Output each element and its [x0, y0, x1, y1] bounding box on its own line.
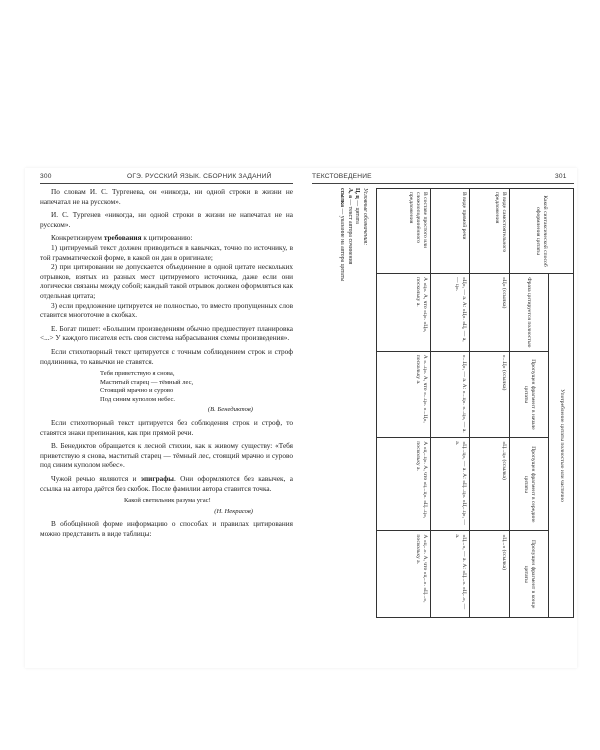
paragraph: Если стихотворный текст цитируется без соблюдения строк и строф, то ставятся знаки препинания, как при прямой речи.: [40, 419, 293, 437]
table-row: [377, 189, 431, 618]
epigraph: Какой светильник разума угас!: [124, 497, 211, 505]
table-header: Употребление цитаты полностью или частично: [549, 274, 574, 618]
paragraph: 3) если предложение цитируется не полностью, то вместо пропущенных слов ставится многоточие в скобках.: [40, 301, 293, 320]
table-header: Какой синтаксической способ оформления цитаты: [509, 189, 573, 274]
table-cell: «...Ц», — а. А: «...ц». «...ц», — а.: [430, 351, 469, 438]
table-cell: «Ц» (ссылка): [470, 274, 509, 352]
table-row: [470, 189, 509, 618]
verse-line: Маститый старец — тёмный лес,: [100, 378, 194, 386]
left-header-rule: [40, 183, 293, 184]
left-page-body: [40, 188, 293, 540]
right-running-header: ТЕКСТОВЕДЕНИЕ: [312, 173, 372, 180]
verse-line: Стоящий мрачно и сурово: [100, 387, 174, 395]
table-cell: В составе простого или сложноподчинённого предложения: [377, 189, 431, 274]
table-cell: А «ц». А, что «ц». «Ц», поскольку а.: [377, 274, 431, 352]
paragraph: Чужой речью являются и эпиграфы. Они оформляются без кавычек, а ссылка на автора даётся без скобок. После фамилии автора ставится точка.: [40, 475, 293, 493]
table-cell: А «...ц». А, что «...ц». «...Ц», поскольку а.: [377, 351, 431, 438]
paragraph: 2) при цитировании не допускается объединение в одной цитате нескольких отрывков, взятых из разных мест цитируемого источника, даже если они логически связаны между собой; каждый такой отрывок должен оформляться как отдельная цитата;: [40, 263, 294, 300]
right-page-body: [312, 188, 574, 618]
table-cell: «Ц...ц», — а. А: «Ц...ц». «Ц...ц», — а.: [430, 438, 469, 531]
legend-item: А, а — текст автора сочинения: [346, 188, 353, 265]
epigraph-author: (Н. Некрасов): [214, 507, 253, 515]
table-cell: «Ц», — а. А: «Ц». «Ц, — а, — ц».: [430, 274, 469, 352]
table-header: Фраза цитируется полностью: [509, 274, 548, 352]
table-header: Пропущен фрагмент в начале цитаты: [509, 351, 548, 438]
table-cell: В виде самостоятельного предложения: [470, 189, 509, 274]
table-legend: [338, 188, 368, 618]
paragraph: Если стихотворный текст цитируется с точным соблюдением строк и строф подлинника, то кавычки не ставятся.: [40, 347, 293, 366]
table-cell: «...Ц» (ссылка): [470, 351, 509, 438]
table-cell: В виде прямой речи: [430, 189, 469, 274]
table-row: [430, 189, 469, 618]
legend-item: Ц, ц — цитата: [354, 188, 361, 224]
paragraph: В обобщённой форме информацию о способах и правилах цитирования можно представить в виде таблицы:: [40, 520, 293, 538]
paragraph: По словам И. С. Тургенева, он «никогда, ни одной строки в жизни не напечатал не на русском».: [40, 188, 293, 206]
right-page-number: 301: [555, 173, 567, 180]
table-header: Пропущен фрагмент в середине цитаты: [509, 438, 548, 531]
left-running-header: ОГЭ. РУССКИЙ ЯЗЫК. СБОРНИК ЗАДАНИЙ: [127, 173, 272, 180]
right-header-rule: [312, 183, 574, 184]
left-page-number: 300: [40, 173, 52, 180]
table-cell: А «ц...ц». А, что «ц...ц». «Ц...ц», поскольку а.: [377, 438, 431, 531]
legend-title: Условные обозначения:: [362, 188, 368, 246]
table-cell: «Ц...ц» (ссылка): [470, 438, 509, 531]
verse-author: (В. Бенедиктов): [207, 406, 253, 414]
verse-line: Под синим куполом небес.: [100, 395, 176, 403]
paragraph: В. Бенедиктов обращается к лесной стихии, как к живому существу: «Тебя приветствую я снова, маститый старец — тёмный лес, стоящий мрачно и сурово под синим куполом небес».: [40, 442, 293, 470]
paragraph: И. С. Тургенев «никогда, ни одной строки в жизни не напечатал не на русском».: [40, 211, 293, 229]
paragraph: 1) цитируемый текст должен приводиться в кавычках, точно по источнику, в той грамматической форме, в какой он дан в оригинале;: [40, 243, 293, 262]
table-cell: «Ц...», — а. А: «Ц...». «Ц...», — а.: [430, 531, 469, 618]
verse-line: Тебя приветствую я снова,: [100, 370, 175, 378]
table-cell: А «ц...». А, что «ц...». «Ц...», поскольку а.: [377, 531, 431, 618]
legend-item: ссылка — указание на автора цитаты: [339, 188, 346, 282]
rotated-table-block: [312, 188, 574, 618]
table-header: Пропущен фрагмент в конце цитаты: [509, 531, 548, 618]
paragraph: Конкретизируем требования к цитированию:: [51, 234, 193, 243]
table-cell: «Ц...» (ссылка): [470, 531, 509, 618]
paragraph: Е. Богат пишет: «Большим произведениям обычно предшествует планировка <...> У каждого писателя есть своя система набрасывания схемы произведения».: [40, 324, 293, 343]
citation-table: [376, 188, 574, 618]
verse-quote: [100, 370, 293, 404]
